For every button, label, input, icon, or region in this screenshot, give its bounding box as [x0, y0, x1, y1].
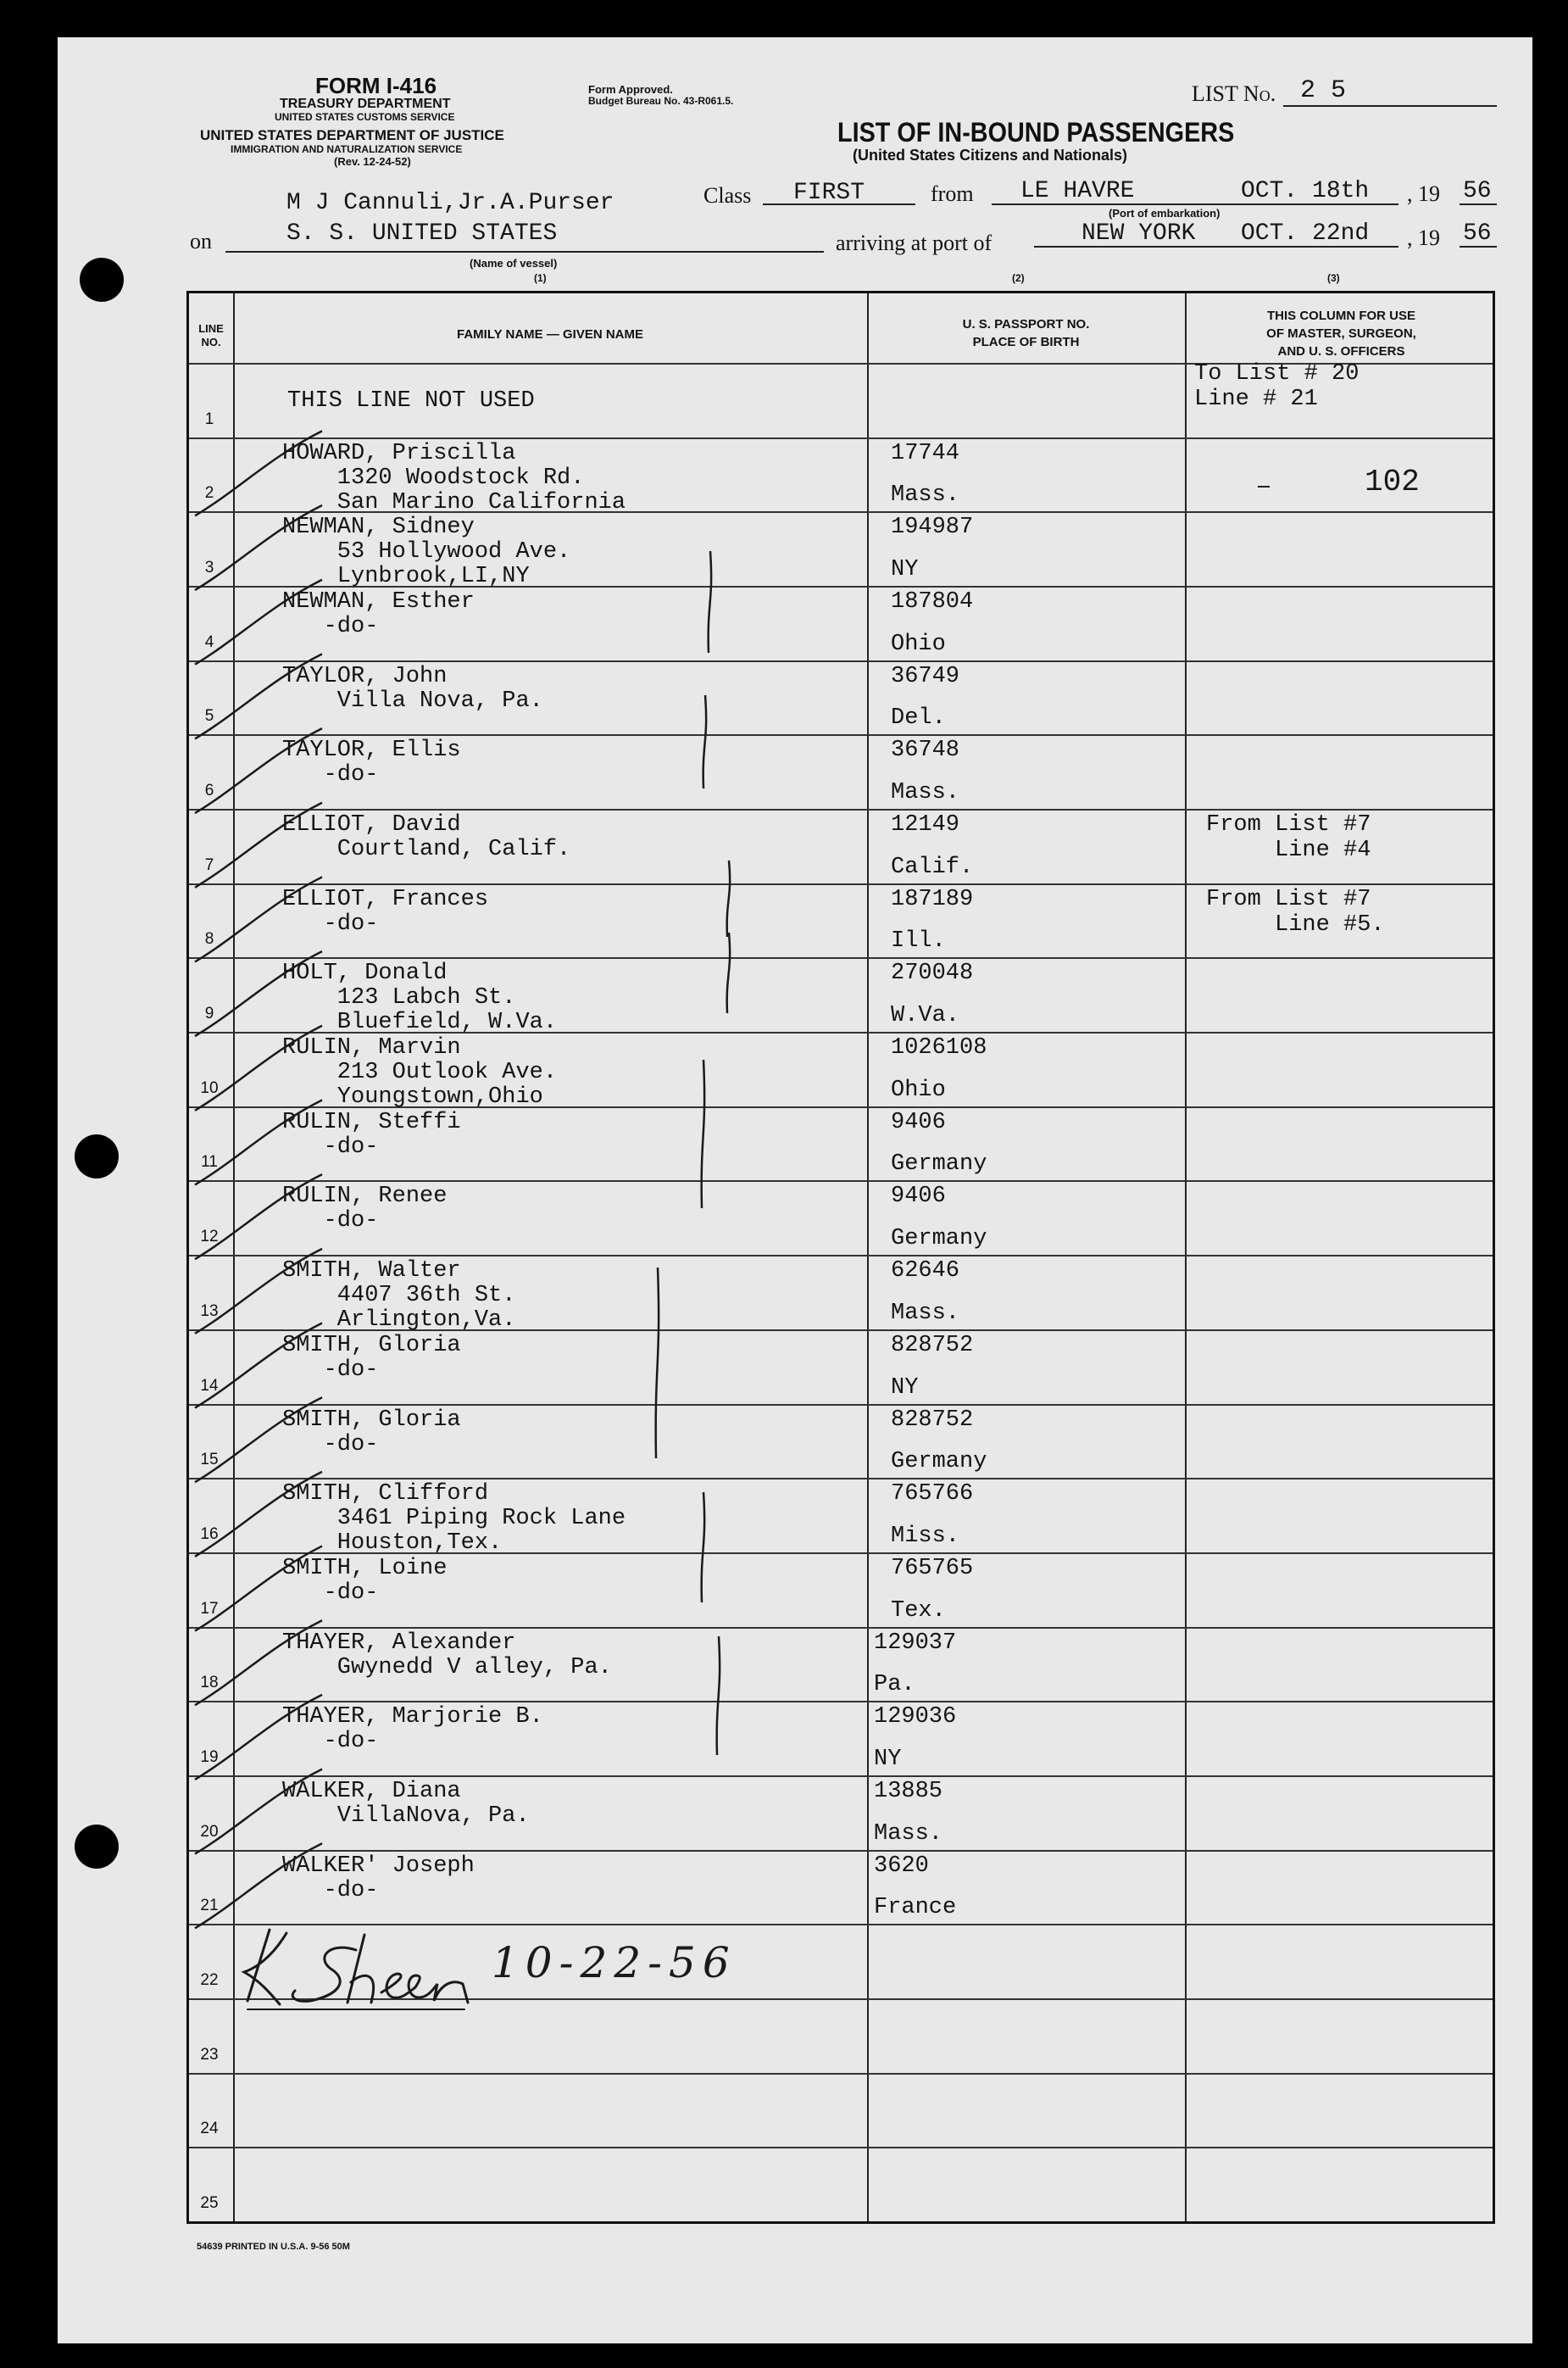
- place-of-birth: NY: [874, 1746, 902, 1772]
- passport-number: 828752: [891, 1407, 974, 1433]
- officer-note: To List # 20: [1194, 361, 1359, 387]
- vessel-caption: (Name of vessel): [470, 257, 558, 270]
- passenger-address: 1320 Woodstock Rd.: [282, 465, 585, 491]
- passenger-name: TAYLOR, John: [282, 663, 448, 689]
- place-of-birth: Mass.: [891, 780, 960, 806]
- class-label: Class: [703, 183, 752, 208]
- passenger-address: 3461 Piping Rock Lane: [282, 1506, 626, 1532]
- punch-hole: [75, 1134, 119, 1178]
- place-of-birth: Mass.: [891, 1300, 960, 1326]
- passenger-address: -do-: [282, 1357, 379, 1383]
- passenger-name: RULIN, Renee: [282, 1184, 448, 1210]
- place-of-birth: NY: [891, 1374, 919, 1401]
- place-of-birth: Calif.: [891, 854, 974, 880]
- purser-name: M J Cannuli,Jr.A.Purser: [286, 190, 614, 216]
- passport-number: 194987: [891, 515, 974, 541]
- passenger-name: SMITH, Clifford: [282, 1481, 489, 1507]
- line-number: 23: [200, 2045, 219, 2064]
- passenger-name: NEWMAN, Esther: [282, 589, 475, 616]
- passenger-address: 213 Outlook Ave.: [282, 1060, 558, 1086]
- passenger-name: SMITH, Gloria: [282, 1332, 461, 1358]
- officer-note: Line #4: [1206, 838, 1371, 864]
- passenger-address: -do-: [282, 1729, 379, 1755]
- line-number: 4: [204, 632, 214, 651]
- passenger-name: SMITH, Walter: [282, 1258, 461, 1284]
- stamp-number: 102: [1365, 465, 1420, 499]
- col1-number: (1): [534, 272, 547, 284]
- passport-number: 9406: [891, 1109, 946, 1135]
- officer-note: Line #5.: [1206, 911, 1385, 938]
- line-number: 1: [204, 410, 214, 428]
- header-officers: THIS COLUMN FOR USE OF MASTER, SURGEON, AND U. S. OFFICERS: [1266, 309, 1416, 359]
- form-number: FORM I-416: [315, 73, 437, 98]
- passport-number: 1026108: [891, 1035, 987, 1061]
- department-2: UNITED STATES DEPARTMENT OF JUSTICE: [200, 127, 504, 143]
- line-number: 16: [200, 1524, 219, 1543]
- passenger-name: THAYER, Alexander: [282, 1630, 516, 1656]
- passenger-address: -do-: [282, 1134, 379, 1160]
- revision: (Rev. 12-24-52): [334, 155, 411, 168]
- document-subtitle: (United States Citizens and Nationals): [853, 147, 1128, 164]
- line-number: 8: [204, 930, 214, 949]
- passenger-address: -do-: [282, 1877, 379, 1903]
- line-number: 2: [204, 484, 214, 503]
- department-1: TREASURY DEPARTMENT: [280, 97, 451, 111]
- passenger-name: WALKER' Joseph: [282, 1853, 475, 1879]
- passport-number: 12149: [891, 812, 960, 839]
- depart-date: OCT. 18th: [1241, 178, 1370, 204]
- line-number: 17: [200, 1599, 219, 1618]
- passport-number: 13885: [874, 1778, 943, 1804]
- line-number: 21: [200, 1897, 219, 1915]
- passenger-address: Youngstown,Ohio: [282, 1084, 543, 1111]
- on-label: on: [190, 229, 212, 254]
- passport-number: 36749: [891, 663, 960, 689]
- line-number: 7: [204, 855, 214, 874]
- from-label: from: [931, 181, 974, 206]
- passenger-address: 4407 36th St.: [282, 1283, 516, 1309]
- passenger-address: San Marino California: [282, 489, 626, 515]
- line-number: 9: [204, 1005, 214, 1023]
- passenger-address: 53 Hollywood Ave.: [282, 539, 571, 566]
- embark-port: LE HAVRE: [1020, 178, 1135, 204]
- passport-number: 129037: [874, 1630, 957, 1656]
- col3-number: (3): [1327, 272, 1340, 284]
- list-no-label: LIST No.: [1192, 81, 1276, 106]
- arrival-port: NEW YORK: [1081, 220, 1196, 247]
- arrival-year-prefix: 19: [1418, 226, 1440, 250]
- passport-number: 270048: [891, 961, 974, 987]
- passport-number: 9406: [891, 1184, 946, 1210]
- passport-number: 765765: [891, 1555, 974, 1581]
- place-of-birth: Tex.: [891, 1597, 946, 1624]
- passenger-name: HOLT, Donald: [282, 961, 448, 987]
- place-of-birth: Del.: [891, 705, 946, 732]
- place-of-birth: Germany: [891, 1151, 987, 1178]
- place-of-birth: Ohio: [891, 631, 946, 657]
- punch-hole: [80, 258, 124, 302]
- class-value: FIRST: [793, 180, 865, 206]
- passenger-address: 123 Labch St.: [282, 985, 516, 1011]
- passenger-address: Houston,Tex.: [282, 1530, 503, 1557]
- line-number: 20: [200, 1822, 219, 1841]
- line-number: 18: [200, 1674, 219, 1692]
- department-1-sub: UNITED STATES CUSTOMS SERVICE: [275, 111, 455, 123]
- place-of-birth: Ill.: [891, 928, 946, 955]
- line-number: 5: [204, 707, 214, 726]
- passport-number: 36748: [891, 738, 960, 764]
- passenger-name: RULIN, Steffi: [282, 1109, 461, 1135]
- vessel-name: S. S. UNITED STATES: [286, 220, 558, 247]
- place-of-birth: Germany: [891, 1226, 987, 1252]
- line-number: 6: [204, 782, 214, 800]
- line-number: 13: [200, 1301, 219, 1320]
- line-number: 15: [200, 1451, 219, 1469]
- place-of-birth: NY: [891, 557, 919, 583]
- passenger-address: Courtland, Calif.: [282, 837, 571, 863]
- line-number: 10: [200, 1078, 219, 1097]
- passport-number: 62646: [891, 1258, 960, 1284]
- passenger-name: SMITH, Gloria: [282, 1407, 461, 1433]
- passenger-name: SMITH, Loine: [282, 1555, 448, 1581]
- embark-caption: (Port of embarkation): [1109, 207, 1220, 220]
- depart-year: 56: [1463, 178, 1492, 204]
- passport-number: 765766: [891, 1481, 974, 1507]
- document-title: LIST OF IN-BOUND PASSENGERS: [837, 117, 1235, 148]
- passenger-address: -do-: [282, 762, 379, 788]
- place-of-birth: Germany: [891, 1449, 987, 1475]
- passport-number: 17744: [891, 440, 960, 466]
- place-of-birth: W.Va.: [891, 1003, 960, 1029]
- passport-number: 828752: [891, 1332, 974, 1358]
- passenger-address: -do-: [282, 614, 379, 640]
- depart-year-prefix: 19: [1418, 181, 1440, 206]
- place-of-birth: Pa.: [874, 1672, 915, 1698]
- arrival-date: OCT. 22nd: [1241, 220, 1370, 247]
- officer-note: From List #7: [1206, 812, 1371, 839]
- passenger-address: Villa Nova, Pa.: [282, 688, 543, 714]
- line-number: 3: [204, 559, 214, 577]
- passenger-address: -do-: [282, 911, 379, 937]
- place-of-birth: Mass.: [891, 482, 960, 509]
- passenger-address: -do-: [282, 1431, 379, 1457]
- budget-bureau: Budget Bureau No. 43-R061.5.: [588, 95, 734, 107]
- passenger-name: ELLIOT, David: [282, 812, 461, 839]
- passport-number: 187189: [891, 886, 974, 912]
- form-approved: Form Approved.: [588, 83, 673, 96]
- line-number: 22: [200, 1970, 219, 1989]
- passenger-name: HOWARD, Priscilla: [282, 440, 516, 466]
- place-of-birth: Miss.: [891, 1523, 960, 1549]
- line-number: 24: [200, 2120, 219, 2138]
- passenger-address: -do-: [282, 1580, 379, 1606]
- arrival-year: 56: [1463, 220, 1492, 247]
- passenger-name: THIS LINE NOT USED: [287, 388, 535, 414]
- printer-footer: 54639 PRINTED IN U.S.A. 9-56 50M: [197, 2242, 350, 2252]
- header-family-name: FAMILY NAME — GIVEN NAME: [456, 327, 644, 342]
- line-number: 19: [200, 1747, 219, 1766]
- passport-number: 129036: [874, 1704, 957, 1730]
- header-passport: U. S. PASSPORT NO. PLACE OF BIRTH: [962, 317, 1090, 349]
- place-of-birth: Mass.: [874, 1820, 943, 1847]
- punch-hole: [75, 1825, 119, 1869]
- header-line-no: LINE NO.: [198, 322, 224, 348]
- place-of-birth: Ohio: [891, 1077, 946, 1103]
- officer-note: Line # 21: [1194, 387, 1318, 412]
- passenger-address: Lynbrook,LI,NY: [282, 564, 530, 590]
- line-number: 12: [200, 1228, 219, 1246]
- arriving-label: arriving at port of: [836, 231, 993, 255]
- place-of-birth: France: [874, 1895, 957, 1921]
- passenger-address: Gwynedd V alley, Pa.: [282, 1654, 612, 1680]
- list-no-value: 2 5: [1300, 76, 1347, 105]
- passenger-address: VillaNova, Pa.: [282, 1802, 530, 1829]
- passenger-address: Arlington,Va.: [282, 1307, 516, 1334]
- col2-number: (2): [1012, 272, 1025, 284]
- line-number: 25: [200, 2194, 219, 2212]
- passenger-name: NEWMAN, Sidney: [282, 515, 475, 541]
- department-2-sub: IMMIGRATION AND NATURALIZATION SERVICE: [231, 143, 463, 155]
- passenger-address: -do-: [282, 1208, 379, 1234]
- passenger-name: RULIN, Marvin: [282, 1035, 461, 1061]
- line-number: 11: [201, 1153, 218, 1172]
- passenger-name: ELLIOT, Frances: [282, 886, 489, 912]
- handwritten-date: 10-22-56: [492, 1938, 737, 1987]
- passport-number: 3620: [874, 1853, 929, 1879]
- line-number: 14: [200, 1376, 219, 1395]
- passport-number: 187804: [891, 589, 974, 616]
- passenger-name: TAYLOR, Ellis: [282, 738, 461, 764]
- passenger-name: WALKER, Diana: [282, 1778, 461, 1804]
- passenger-name: THAYER, Marjorie B.: [282, 1704, 543, 1730]
- passenger-manifest-table: [186, 291, 1495, 2224]
- officer-note: From List #7: [1206, 886, 1371, 912]
- passenger-address: Bluefield, W.Va.: [282, 1010, 558, 1036]
